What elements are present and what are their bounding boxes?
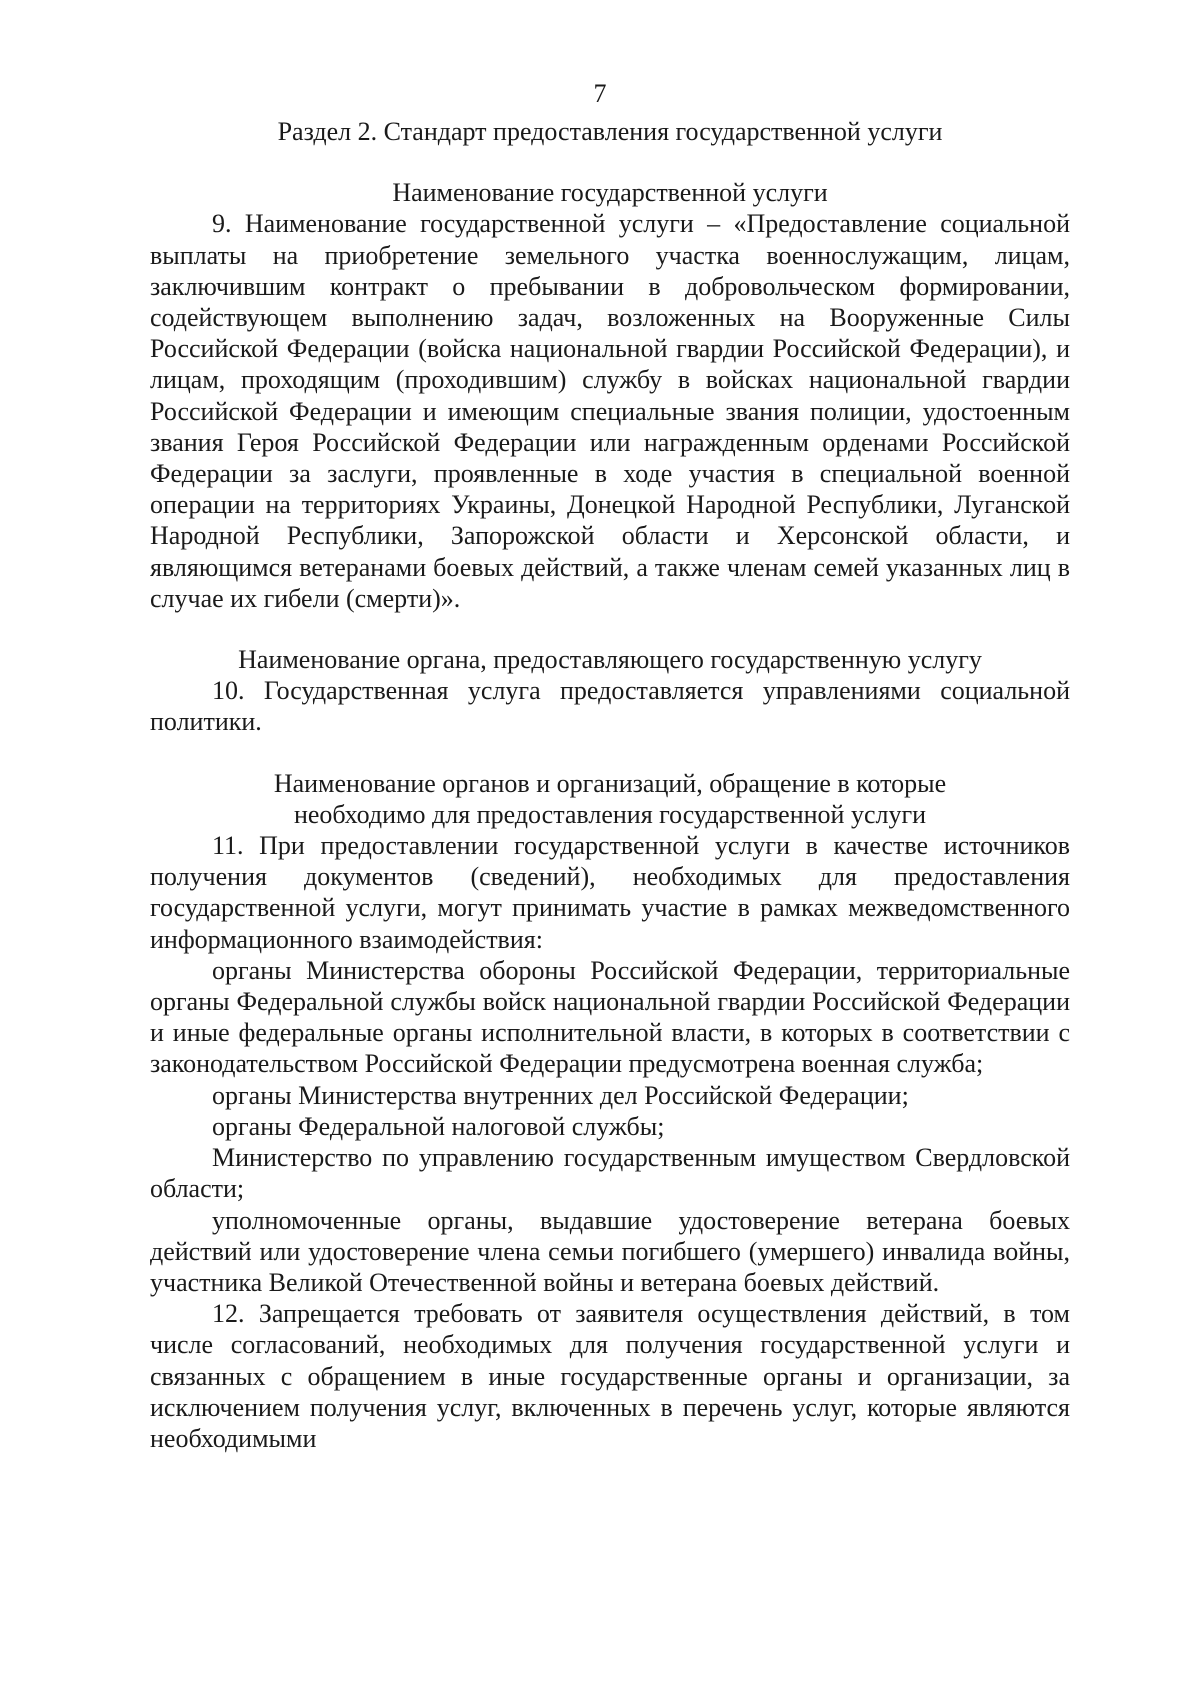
section-title: Раздел 2. Стандарт предоставления государственной услуги <box>277 117 943 146</box>
paragraph-11-item-3: органы Федеральной налоговой службы; <box>212 1111 665 1141</box>
paragraph-11-item-1: органы Министерства обороны Российской Федерации, территориальные органы Федеральной службы войск национальной гвардии Российской Федерации и иные федеральные органы исполнительной власти, в которых в соответствии с законодательством Российской Федерации предусмотрена военная служба; <box>150 955 1070 1079</box>
paragraph-9: 9. Наименование государственной услуги – «Предоставление социальной выплаты на приобретение земельного участка военнослужащим, лицам, заключившим контракт о пребывании в добровольческом формировании, содействующем выполнению задач, возложенных на Вооруженные Силы Российской Федерации (войска национальной гвардии Российской Федерации), и лицам, проходящим (проходившим) службу в войсках национальной гвардии Российской Федерации и имеющим специальные звания полиции, удостоенным звания Героя Российской Федерации или награжденным орденами Российской Федерации за заслуги, проявленные в ходе участия в специальной военной операции на территориях Украины, Донецкой Народной Республики, Луганской Народной Республики, Запорожской области и Херсонской области, и являющимся ветеранами боевых действий, а также членам семей указанных лиц в случае их гибели (смерти)». <box>150 209 1070 613</box>
paragraph-10: 10. Государственная услуга предоставляется управлениями социальной политики. <box>150 676 1070 737</box>
paragraph-12: 12. Запрещается требовать от заявителя осуществления действий, в том числе согласований, необходимых для получения государственной услуги и связанных с обращением в иные государственные органы и организации, за исключением получения услуг, включенных в перечень услуг, которые являются необходимыми <box>150 1299 1070 1453</box>
heading-organ: Наименование органа, предоставляющего государственную услугу <box>238 645 982 675</box>
heading-service-name: Наименование государственной услуги <box>392 178 828 208</box>
paragraph-11-item-5: уполномоченные органы, выдавшие удостоверение ветерана боевых действий или удостоверение члена семьи погибшего (умершего) инвалида войны, участника Великой Отечественной войны и ветерана боевых действий. <box>150 1205 1070 1297</box>
heading-organs <box>150 768 1070 830</box>
paragraph-11: 11. При предоставлении государственной услуги в качестве источников получения документов (сведений), необходимых для предоставления государственной услуги, могут принимать участие в рамках межведомственного информационного взаимодействия: <box>150 831 1070 954</box>
heading-organs-line-2: необходимо для предоставления государственной услуги <box>293 799 927 829</box>
paragraph-11-item-4: Министерство по управлению государственным имуществом Свердловской области; <box>150 1143 1070 1204</box>
paragraph-11-item-2: органы Министерства внутренних дел Российской Федерации; <box>212 1080 909 1110</box>
page-number: 7 <box>593 79 607 108</box>
heading-organs-line-1: Наименование органов и организаций, обращение в которые <box>273 768 947 798</box>
document-body <box>150 116 1070 1454</box>
